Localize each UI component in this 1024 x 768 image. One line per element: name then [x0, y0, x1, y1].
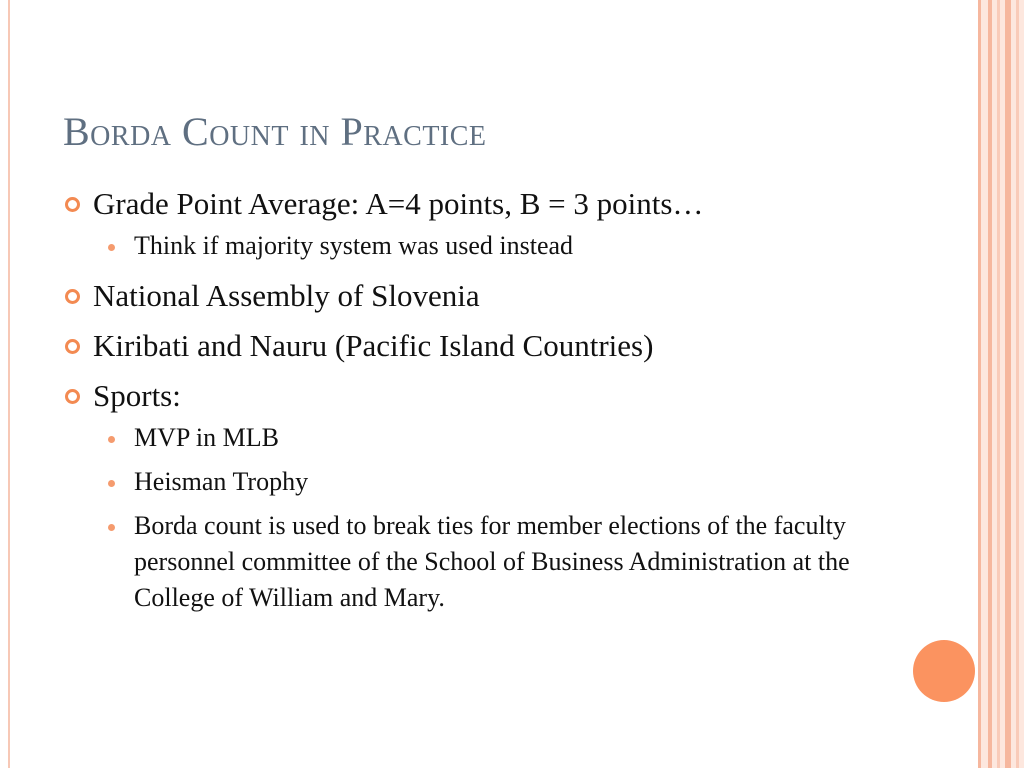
sub-bullet-text: Borda count is used to break ties for member elections of the faculty personnel committee of the School of Business Administration at the College of William and Mary.	[134, 511, 850, 612]
sub-bullet-heisman	[60, 464, 880, 500]
slide-title: Borda Count in Practice	[63, 109, 487, 154]
bullet-list	[60, 186, 880, 616]
ring-bullet-icon	[65, 339, 80, 354]
dot-bullet-icon	[108, 244, 115, 251]
bullet-kiribati-nauru	[60, 328, 880, 364]
ring-bullet-icon	[65, 389, 80, 404]
dot-bullet-icon	[108, 480, 115, 487]
bullet-text: Grade Point Average: A=4 points, B = 3 points…	[93, 186, 704, 221]
dot-bullet-icon	[108, 436, 115, 443]
ring-bullet-icon	[65, 289, 80, 304]
left-frame-line	[8, 0, 10, 768]
sub-bullet-text: Heisman Trophy	[134, 467, 309, 496]
bullet-gpa	[60, 186, 880, 222]
ring-bullet-icon	[65, 197, 80, 212]
sub-bullet-mvp	[60, 420, 880, 456]
stripe	[1005, 0, 1011, 768]
dot-bullet-icon	[108, 524, 115, 531]
right-decorative-stripes	[978, 0, 1024, 768]
stripe	[988, 0, 992, 768]
sub-bullet-text: Think if majority system was used instead	[134, 231, 574, 260]
bullet-text: Kiribati and Nauru (Pacific Island Countries)	[93, 328, 654, 363]
bullet-slovenia	[60, 278, 880, 314]
sub-bullet-borda-ties	[60, 508, 880, 616]
bullet-text: Sports:	[93, 378, 181, 413]
sub-bullet-majority	[60, 228, 880, 264]
sub-bullet-text: MVP in MLB	[134, 423, 279, 452]
decorative-circle	[913, 640, 975, 702]
bullet-text: National Assembly of Slovenia	[93, 278, 480, 313]
stripe	[1016, 0, 1019, 768]
bullet-sports	[60, 378, 880, 414]
stripe	[978, 0, 981, 768]
stripe	[997, 0, 1000, 768]
